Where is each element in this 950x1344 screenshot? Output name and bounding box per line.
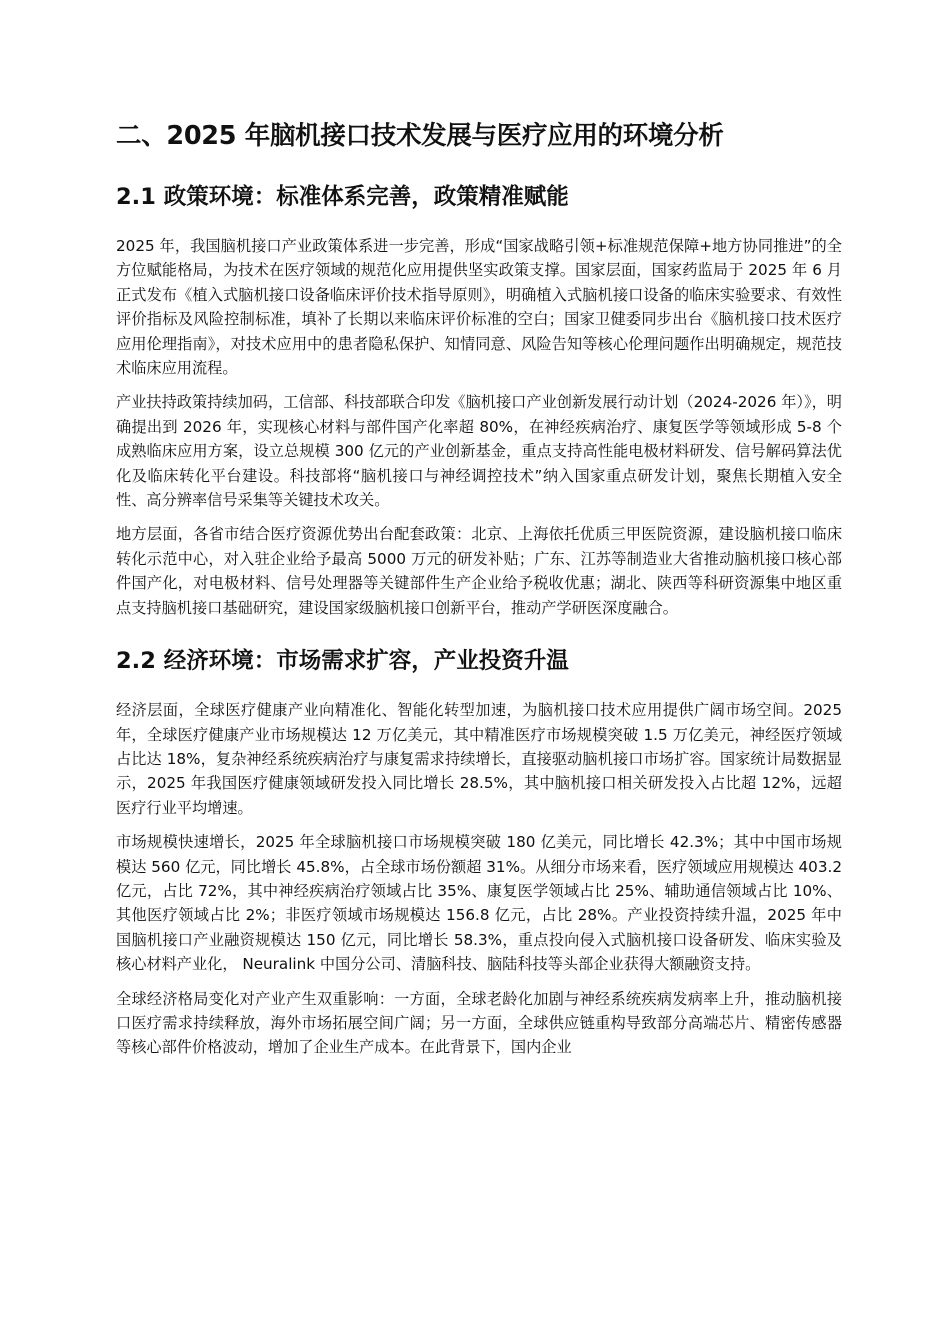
document-page: [116, 114, 842, 1060]
economy-paragraph-2: 市场规模快速增长，2025 年全球脑机接口市场规模突破 180 亿美元，同比增长 42.3%；其中中国市场规模达 560 亿元，同比增长 45.8%，占全球市场份额超 31%。从细分市场来看，医疗领域应用规模达 403.2 亿元，占比 72%，其中神经疾病治疗领域占比 35%、康复医学领域占比 25%、辅助通信领域占比 10%、其他医疗领域占比 2%；非医疗领域市场规模达 156.8 亿元，占比 28%。产业投资持续升温，2025 年中国脑机接口产业融资规模达 150 亿元，同比增长 58.3%，重点投向侵入式脑机接口设备研发、临床实验及核心材料产业化， Neuralink 中国分公司、清脑科技、脑陆科技等头部企业获得大额融资支持。: [116, 833, 842, 974]
policy-paragraph-1: 2025 年，我国脑机接口产业政策体系进一步完善，形成“国家战略引领+标准规范保障+地方协同推进”的全方位赋能格局，为技术在医疗领域的规范化应用提供坚实政策支撑。国家层面，国家药监局于 2025 年 6 月正式发布《植入式脑机接口设备临床评价技术指导原则》，明确植入式脑机接口设备的临床实验要求、有效性评价指标及风险控制标准，填补了长期以来临床评价标准的空白；国家卫健委同步出台《脑机接口技术医疗应用伦理指南》，对技术应用中的患者隐私保护、知情同意、风险告知等核心伦理问题作出明确规定，规范技术临床应用流程。: [116, 237, 842, 378]
policy-section: [116, 178, 842, 620]
economy-section: [116, 642, 842, 1060]
policy-paragraph-2: 产业扶持政策持续加码，工信部、科技部联合印发《脑机接口产业创新发展行动计划（2024-2026 年）》，明确提出到 2026 年，实现核心材料与部件国产化率超 80%，在神经疾病治疗、康复医学等领域形成 5-8 个成熟临床应用方案，设立总规模 300 亿元的产业创新基金，重点支持高性能电极材料研发、信号解码算法优化及临床转化平台建设。科技部将“脑机接口与神经调控技术”纳入国家重点研发计划，聚焦长期植入安全性、高分辨率信号采集等关键技术攻关。: [116, 393, 842, 510]
economy-paragraph-3: 全球经济格局变化对产业产生双重影响：一方面，全球老龄化加剧与神经系统疾病发病率上升，推动脑机接口医疗需求持续释放，海外市场拓展空间广阔；另一方面，全球供应链重构导致部分高端芯片、精密传感器等核心部件价格波动，增加了企业生产成本。在此背景下，国内企业: [116, 989, 842, 1057]
economy-heading: 2.2 经济环境：市场需求扩容，产业投资升温: [116, 648, 569, 675]
policy-heading: 2.1 政策环境：标准体系完善，政策精准赋能: [116, 184, 569, 210]
economy-paragraph-1: 经济层面，全球医疗健康产业向精准化、智能化转型加速，为脑机接口技术应用提供广阔市场空间。2025 年，全球医疗健康产业市场规模达 12 万亿美元，其中精准医疗市场规模突破 1.5 万亿美元，神经医疗领域占比达 18%，复杂神经系统疾病治疗与康复需求持续增长，直接驱动脑机接口市场扩容。国家统计局数据显示，2025 年我国医疗健康领域研发投入同比增长 28.5%，其中脑机接口相关研发投入占比超 12%，远超医疗行业平均增速。: [116, 701, 842, 817]
policy-paragraph-3: 地方层面，各省市结合医疗资源优势出台配套政策：北京、上海依托优质三甲医院资源，建设脑机接口临床转化示范中心，对入驻企业给予最高 5000 万元的研发补贴；广东、江苏等制造业大省推动脑机接口核心部件国产化，对电极材料、信号处理器等关键部件生产企业给予税收优惠；湖北、陕西等科研资源集中地区重点支持脑机接口基础研究，建设国家级脑机接口创新平台，推动产学研医深度融合。: [116, 525, 842, 617]
section-title: 二、2025 年脑机接口技术发展与医疗应用的环境分析: [116, 121, 724, 151]
